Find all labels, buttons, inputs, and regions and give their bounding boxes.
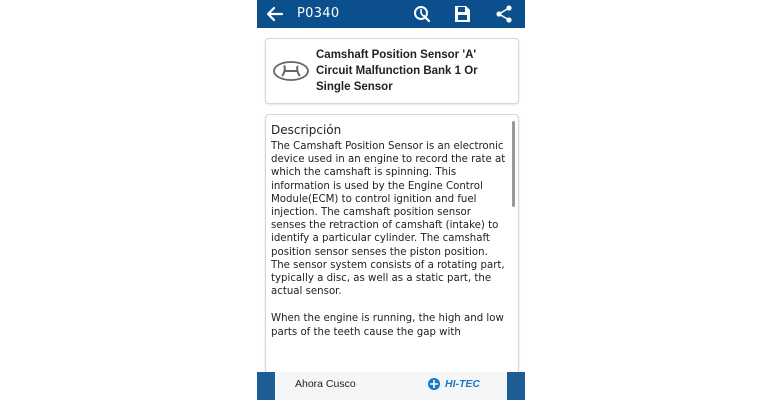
ad-brand: HI-TEC	[445, 378, 480, 390]
search-car-icon[interactable]	[411, 3, 433, 25]
ad-left-edge	[257, 372, 275, 400]
ad-text: Ahora Cusco	[295, 378, 356, 390]
app-screen	[257, 0, 525, 400]
share-icon[interactable]	[493, 3, 515, 25]
description-paragraph: The Camshaft Position Sensor is an electronic device used in an engine to record the rate at which the camshaft is spinning. This information is used by the Engine Control Module(ECM) to control ignition and fuel injection. The camshaft position sensor senses the retraction of camshaft (intake) to identify a particular cylinder. The camshaft position sensor senses the piston position. The sensor system consists of a rotating part, typically a disc, as well as a static part, the actual sensor.	[271, 141, 506, 298]
arrow-left-icon[interactable]	[265, 4, 285, 24]
dtc-code-card	[265, 38, 519, 104]
dtc-title: Camshaft Position Sensor 'A' Circuit Malfunction Bank 1 Or Single Sensor	[316, 49, 478, 93]
scrollbar[interactable]	[512, 121, 515, 207]
description-panel[interactable]	[265, 114, 519, 374]
save-icon[interactable]	[451, 3, 473, 25]
ad-banner[interactable]	[257, 372, 525, 400]
top-app-bar	[257, 0, 525, 28]
description-paragraph: When the engine is running, the high and low parts of the teeth cause the gap with	[271, 313, 504, 338]
description-heading: Descripción	[271, 123, 342, 137]
hi-tec-logo-icon	[427, 377, 441, 391]
ad-right-edge	[507, 372, 525, 400]
page-title: P0340	[297, 6, 340, 21]
hyundai-logo	[272, 59, 310, 83]
